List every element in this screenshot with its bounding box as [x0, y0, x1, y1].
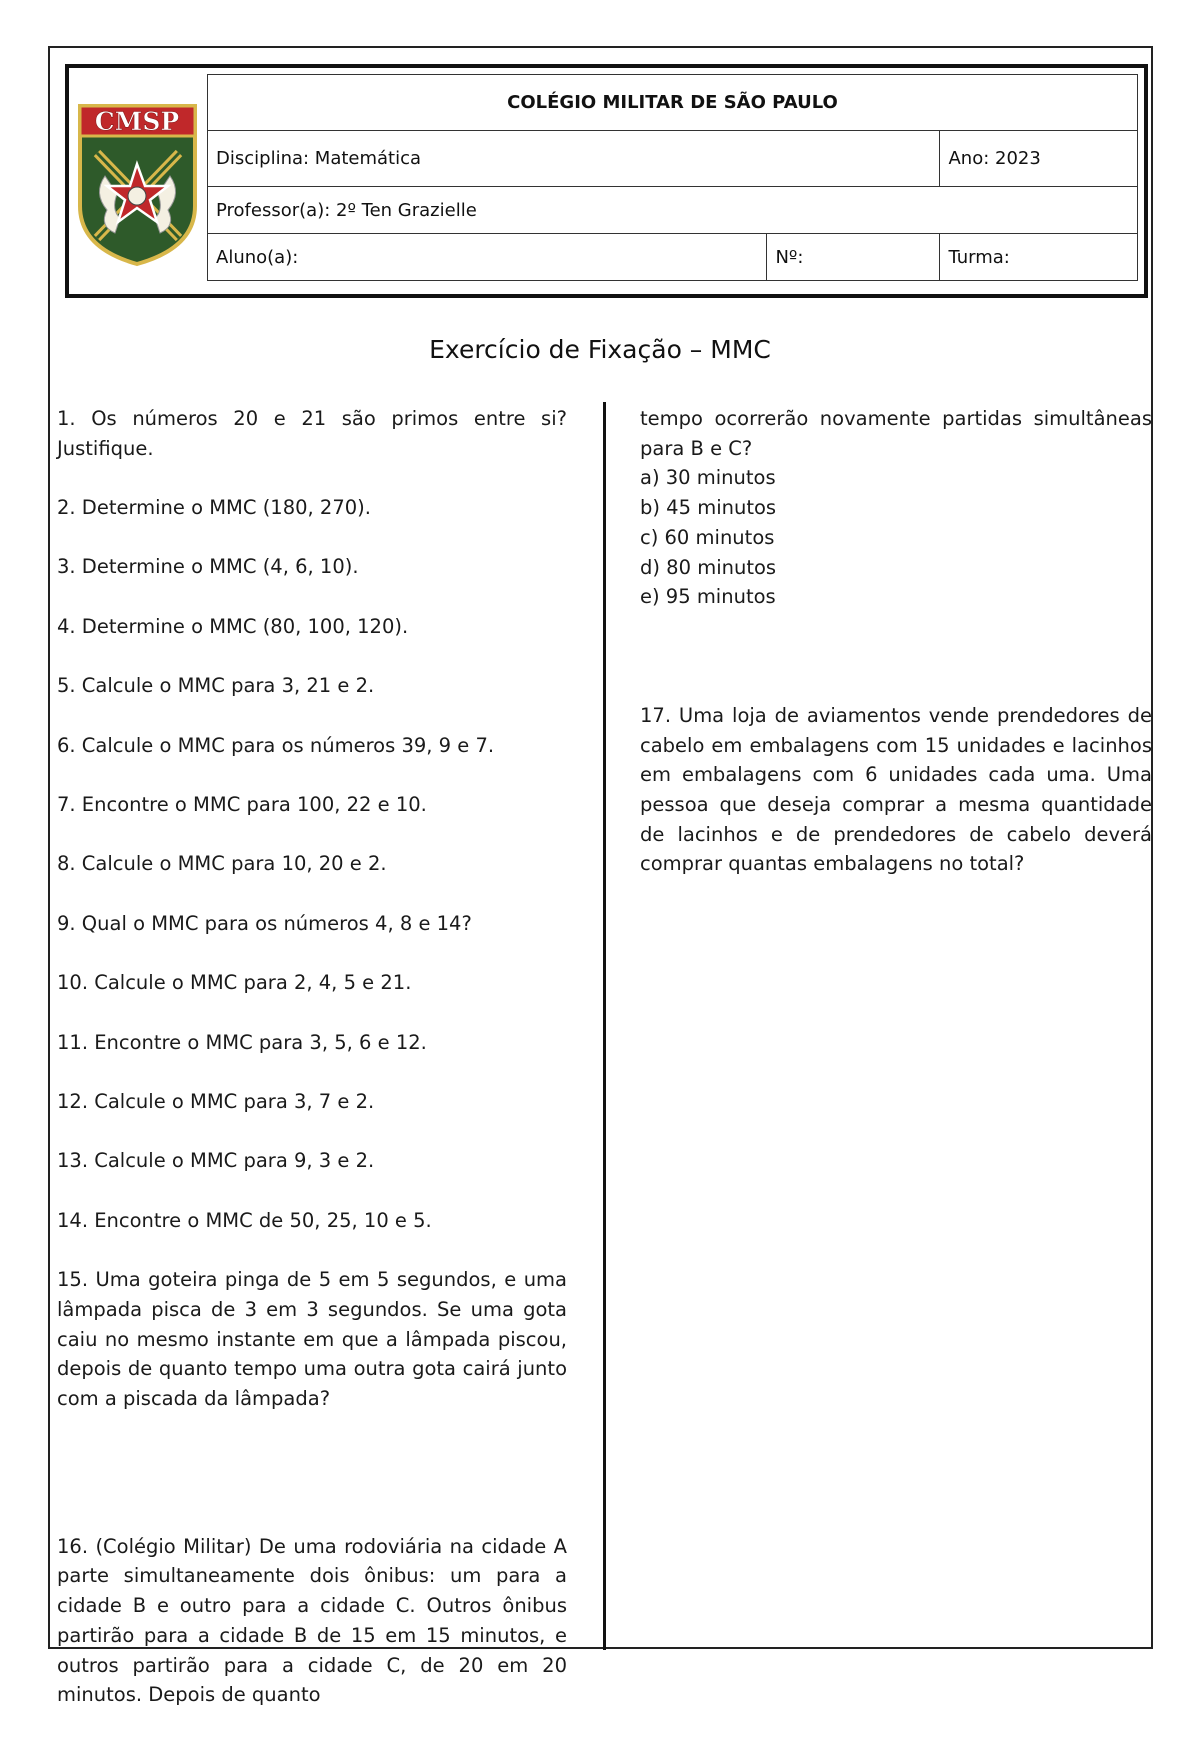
left-column — [57, 404, 567, 1740]
right-column — [640, 404, 1152, 879]
question-16-continuation: tempo ocorrerão novamente partidas simultâneas para B e C? — [640, 407, 1152, 460]
question-1: 1. Os números 20 e 21 são primos entre si? Justifique. — [57, 407, 567, 460]
year-cell: Ano: 2023 — [940, 131, 1138, 187]
question-17: 17. Uma loja de aviamentos vende prendedores de cabelo em embalagens com 15 unidades e lacinhos em embalagens com 6 unidades cada uma. Uma pessoa que deseja comprar a mesma quantidade de lacinhos e de prendedores de cabelo deverá comprar quantas embalagens no total? — [640, 703, 1152, 876]
question-10: 10. Calcule o MMC para 2, 4, 5 e 21. — [57, 971, 412, 995]
question-2: 2. Determine o MMC (180, 270). — [57, 496, 371, 520]
student-number-field[interactable]: Nº: — [767, 234, 940, 281]
q16-option-e: e) 95 minutos — [640, 585, 776, 609]
question-9: 9. Qual o MMC para os números 4, 8 e 14? — [57, 911, 472, 935]
q16-option-a: a) 30 minutos — [640, 466, 776, 490]
logo-text: CMSP — [94, 107, 180, 136]
question-8: 8. Calcule o MMC para 10, 20 e 2. — [57, 852, 387, 876]
school-name: COLÉGIO MILITAR DE SÃO PAULO — [208, 75, 1138, 131]
question-5: 5. Calcule o MMC para 3, 21 e 2. — [57, 674, 375, 698]
question-15: 15. Uma goteira pinga de 5 em 5 segundos, e uma lâmpada pisca de 3 em 3 segundos. Se uma gota caiu no mesmo instante em que a lâmpada piscou, depois de quanto tempo uma outra gota cairá junto com a piscada da lâmpada? — [57, 1268, 567, 1410]
header-table — [207, 74, 1138, 281]
q16-option-d: d) 80 minutos — [640, 555, 777, 579]
question-3: 3. Determine o MMC (4, 6, 10). — [57, 555, 359, 579]
student-name-field[interactable]: Aluno(a): — [208, 234, 767, 281]
question-13: 13. Calcule o MMC para 9, 3 e 2. — [57, 1149, 375, 1173]
question-4: 4. Determine o MMC (80, 100, 120). — [57, 614, 409, 638]
teacher-cell: Professor(a): 2º Ten Grazielle — [208, 187, 1138, 234]
question-6: 6. Calcule o MMC para os números 39, 9 e 7. — [57, 733, 495, 757]
question-12: 12. Calcule o MMC para 3, 7 e 2. — [57, 1090, 375, 1113]
question-14: 14. Encontre o MMC de 50, 25, 10 e 5. — [57, 1208, 432, 1232]
page-title: Exercício de Fixação – MMC — [429, 335, 771, 364]
discipline-cell: Disciplina: Matemática — [208, 131, 940, 187]
column-divider — [603, 402, 606, 1650]
question-7: 7. Encontre o MMC para 100, 22 e 10. — [57, 793, 427, 817]
question-11: 11. Encontre o MMC para 3, 5, 6 e 12. — [57, 1030, 427, 1054]
class-field[interactable]: Turma: — [940, 234, 1138, 281]
q16-option-c: c) 60 minutos — [640, 525, 775, 549]
q16-option-b: b) 45 minutos — [640, 496, 777, 520]
question-16: 16. (Colégio Militar) De uma rodoviária na cidade A parte simultaneamente dois ônibus: um para a cidade B e outro para a cidade C. Outros ônibus partirão para a cidade B de 15 em 15 minutos, e outros partirão para a cidade C, de 20 em 20 minutos. Depois de quanto — [57, 1534, 567, 1707]
school-crest-logo — [75, 98, 200, 268]
